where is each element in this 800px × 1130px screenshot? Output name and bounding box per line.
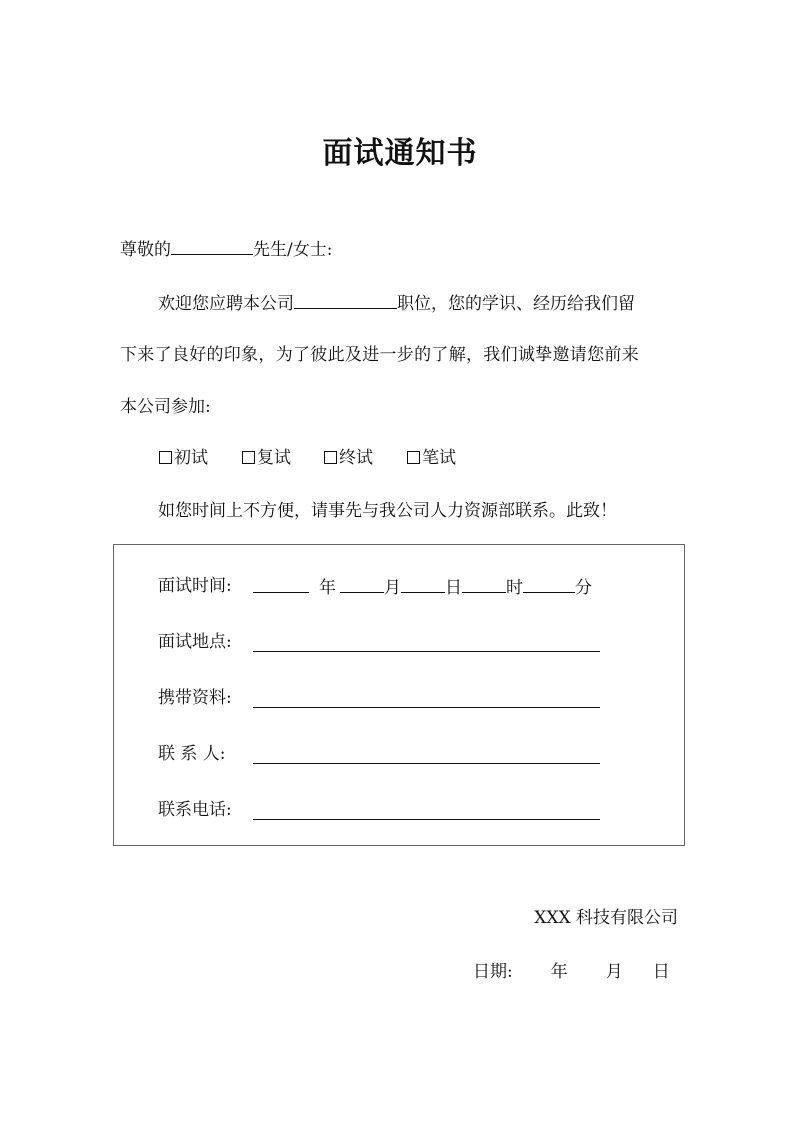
option-label: 初试 — [174, 448, 208, 468]
date-line — [473, 960, 670, 984]
time-label: 面试时间: — [158, 576, 232, 596]
option-second-interview[interactable] — [242, 446, 291, 470]
minute-blank[interactable] — [523, 574, 575, 593]
time-fields — [253, 574, 592, 600]
time-row — [158, 574, 232, 598]
salutation-suffix: 先生/女士: — [253, 240, 333, 260]
year-unit: 年 — [319, 578, 336, 598]
option-written-test[interactable] — [407, 446, 456, 470]
materials-label: 携带资料: — [158, 688, 232, 708]
materials-field[interactable] — [253, 707, 600, 708]
notice-text: 如您时间上不方便，请事先与我公司人力资源部联系。此致！ — [158, 501, 617, 521]
checkbox-icon[interactable] — [324, 451, 337, 464]
hour-blank[interactable] — [462, 574, 506, 593]
hour-unit: 时 — [506, 578, 523, 598]
salutation-prefix: 尊敬的 — [120, 240, 171, 260]
contact-label: 联 系 人: — [158, 744, 226, 764]
day-blank[interactable] — [401, 574, 445, 593]
option-first-interview[interactable] — [159, 446, 208, 470]
contact-field[interactable] — [253, 763, 600, 764]
minute-unit: 分 — [575, 578, 592, 598]
body-line1-b: 职位，您的学识、经历给我们留 — [397, 294, 635, 314]
month-blank[interactable] — [340, 574, 384, 593]
date-month: 月 — [605, 962, 623, 982]
day-unit: 日 — [445, 578, 462, 598]
checkbox-icon[interactable] — [242, 451, 255, 464]
document-title: 面试通知书 — [322, 136, 478, 171]
option-label: 终试 — [339, 448, 373, 468]
location-field[interactable] — [253, 651, 600, 652]
company-name: XXX 科技有限公司 — [534, 908, 678, 928]
location-label: 面试地点: — [158, 632, 232, 652]
date-label: 日期: — [473, 962, 513, 982]
month-unit: 月 — [384, 578, 401, 598]
body-line-3: 本公司参加: — [120, 397, 211, 417]
date-day: 日 — [652, 962, 670, 982]
position-blank[interactable] — [294, 290, 397, 309]
option-label: 笔试 — [422, 448, 456, 468]
salutation — [120, 236, 332, 262]
date-year: 年 — [550, 962, 568, 982]
phone-label: 联系电话: — [158, 800, 232, 820]
year-blank[interactable] — [253, 574, 309, 593]
phone-field[interactable] — [253, 819, 600, 820]
body-line-2: 下来了良好的印象，为了彼此及进一步的了解，我们诚挚邀请您前来 — [120, 345, 639, 365]
checkbox-icon[interactable] — [159, 451, 172, 464]
body-line1-a: 欢迎您应聘本公司 — [158, 294, 294, 314]
name-blank[interactable] — [171, 236, 253, 255]
interview-details-box — [113, 544, 685, 846]
option-label: 复试 — [257, 448, 291, 468]
checkbox-icon[interactable] — [407, 451, 420, 464]
option-final-interview[interactable] — [324, 446, 373, 470]
body-line-1 — [158, 290, 635, 316]
